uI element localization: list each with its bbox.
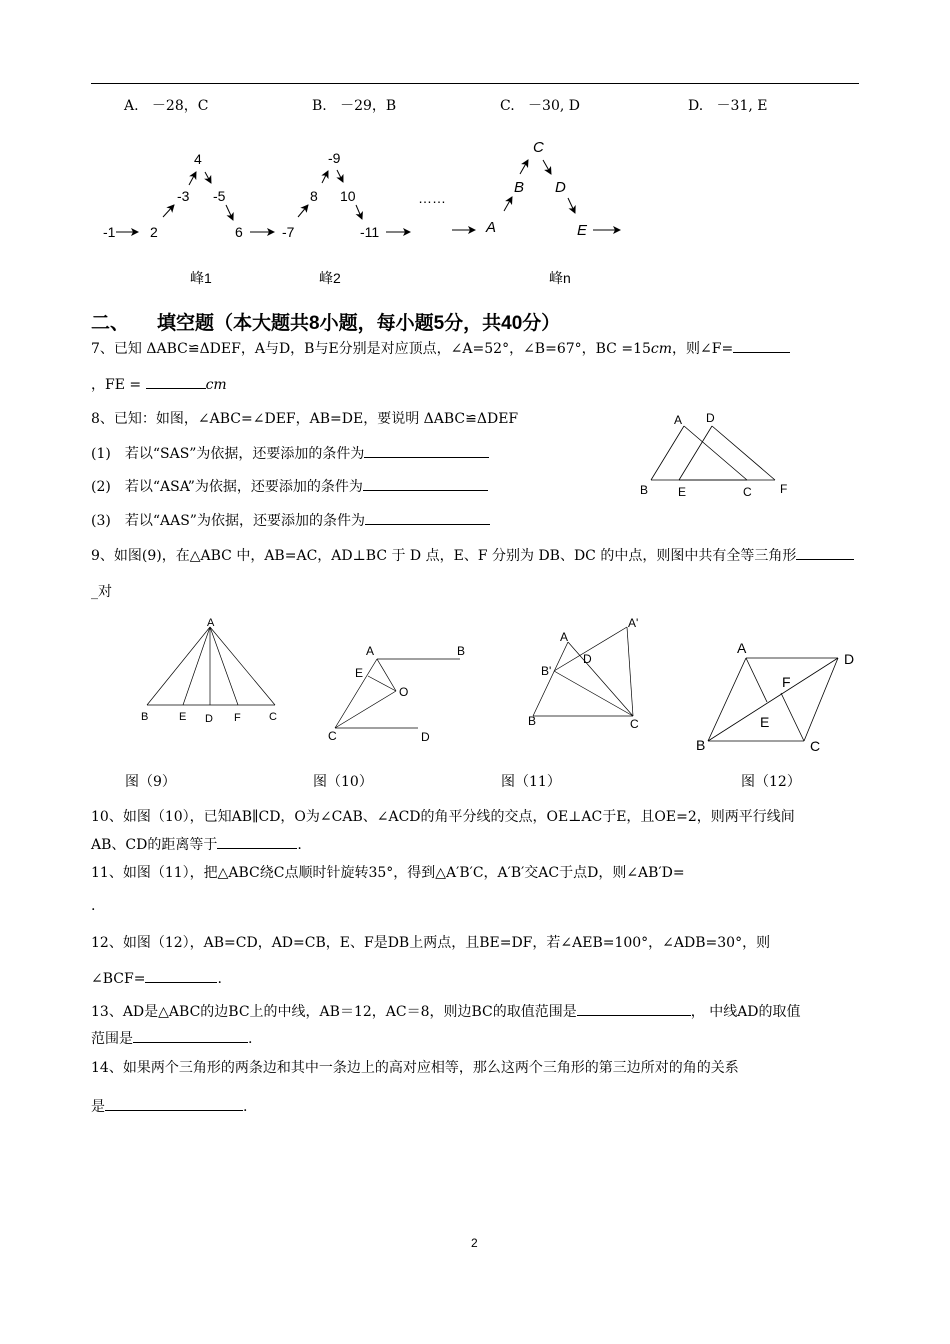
fig11-b-prime: B' (541, 664, 552, 678)
fig12-b: B (696, 737, 706, 753)
seq-n2-4: -11 (360, 224, 380, 240)
q8-item-3: (3) 若以“AAS”为依据，还要添加的条件为 (91, 510, 490, 530)
q8-figure (630, 405, 800, 500)
seq-dots: …… (418, 190, 446, 206)
q8-stem: 8、已知：如图，∠ABC=∠DEF，AB=DE，要说明 ΔABC≌ΔDEF (91, 411, 519, 427)
fig10-b: B (457, 644, 466, 658)
q13-line2: 范围是 . (91, 1028, 252, 1048)
seq-nn-2: C (533, 139, 544, 156)
choice-c: C. －30, D (500, 98, 580, 114)
page-number: 2 (471, 1236, 478, 1250)
q8-item-2: (2) 若以“ASA”为依据，还要添加的条件为 (91, 476, 488, 496)
figure-12 (690, 635, 865, 760)
seq-n1-4: -5 (213, 188, 226, 204)
q13-line1: 13、AD是△ABC的边BC上的中线，AB＝12，AC＝8，则边BC的取值范围是 ， 中线AD的取值 (91, 1001, 801, 1021)
seq-nn-4: E (577, 222, 588, 239)
fig12-c: C (810, 738, 821, 754)
seq-n2-1: 8 (310, 188, 318, 204)
fig12-e: E (760, 714, 770, 730)
q7-line1: 7、已知 ΔABC≌ΔDEF，A与D，B与E分别是对应顶点，∠A=52°，∠B=67°，BC =15cm，则∠F= (91, 338, 790, 358)
q7-line2: ，FE = cm (91, 374, 227, 394)
q7-blank-2[interactable] (146, 374, 206, 389)
seq-nn-0: A (486, 219, 497, 236)
peak-label-n: 峰n (549, 270, 571, 286)
choice-a: A. －28，C (124, 98, 209, 114)
q10-line2: AB、CD的距离等于 . (91, 834, 302, 854)
seq-n1-0: -1 (103, 224, 116, 240)
fig12-d: D (844, 651, 855, 667)
seq-nn-3: D (555, 179, 566, 196)
caption-fig10: 图（10） (313, 774, 373, 790)
q9-line2: _对 (91, 584, 112, 600)
fig9-e: E (179, 711, 187, 723)
q8-fig-d: D (706, 411, 715, 425)
q8-item-1: (1) 若以“SAS”为依据，还要添加的条件为 (91, 443, 489, 463)
q8-blank-2[interactable] (363, 476, 488, 491)
caption-fig12: 图（12） (741, 774, 801, 790)
fig12-f: F (782, 674, 791, 690)
caption-fig11: 图（11） (501, 774, 561, 790)
fig9-b: B (141, 711, 149, 723)
q8-blank-1[interactable] (364, 443, 489, 458)
q8-fig-a: A (674, 413, 683, 427)
seq-n1-1: 2 (150, 224, 158, 240)
fig10-d: D (421, 730, 430, 744)
seq-n2-3: 10 (340, 188, 356, 204)
fig11-a: A (560, 630, 569, 644)
peak-label-2: 峰2 (319, 270, 341, 286)
q7-blank-1[interactable] (733, 338, 790, 353)
fig10-e: E (355, 666, 364, 680)
q12-blank[interactable] (145, 968, 217, 983)
q9-line1: 9、如图(9)，在△ABC 中，AB=AC，AD⊥BC 于 D 点，E、F 分别为 DB、DC 的中点，则图中共有全等三角形 (91, 545, 854, 565)
fig9-d: D (205, 713, 213, 725)
q8-fig-c: C (743, 485, 752, 499)
q13-blank-1[interactable] (577, 1001, 691, 1016)
figure-9 (135, 615, 285, 730)
fig9-f: F (234, 712, 241, 724)
q11-line2: . (91, 898, 96, 914)
q14-line1: 14、如果两个三角形的两条边和其中一条边上的高对应相等，那么这两个三角形的第三边所对的角的关系 (91, 1060, 739, 1076)
q10-line1: 10、如图（10），已知AB∥CD，O为∠CAB、∠ACD的角平分线的交点，OE⊥AC于E，且OE=2，则两平行线间 (91, 809, 795, 825)
seq-nn-1: B (514, 179, 525, 196)
q8-fig-e: E (678, 485, 687, 499)
fig9-c: C (269, 711, 277, 723)
q13-blank-2[interactable] (133, 1028, 248, 1043)
fig10-o: O (399, 685, 409, 699)
fig9-a: A (207, 617, 215, 629)
q11-line1: 11、如图（11），把△ABC绕C点顺时针旋转35°，得到△A′B′C，A′B′交AC于点D，则∠AB′D= (91, 865, 685, 881)
seq-n1-5: 6 (235, 224, 243, 240)
fig10-c: C (328, 729, 337, 743)
choice-d: D. －31, E (688, 98, 768, 114)
peak-label-1: 峰1 (190, 270, 212, 286)
fig10-a: A (366, 644, 375, 658)
seq-n1-3: 4 (194, 151, 202, 167)
caption-fig9: 图（9） (125, 774, 176, 790)
q10-blank[interactable] (217, 834, 297, 849)
figure-11 (520, 612, 660, 737)
q14-line2: 是 . (91, 1096, 247, 1116)
fig12-a: A (737, 640, 747, 656)
seq-n1-2: -3 (177, 188, 190, 204)
fig11-b: B (528, 714, 537, 728)
section-heading: 二、 填空题（本大题共8小题，每小题5分，共40分） (91, 313, 561, 334)
fig11-d: D (583, 652, 592, 666)
fig11-a-prime: A' (628, 616, 639, 630)
q8-blank-3[interactable] (365, 510, 490, 525)
fig11-c: C (630, 717, 639, 731)
figure-10 (320, 640, 480, 750)
peak-diagram (90, 135, 650, 295)
top-rule (91, 83, 859, 84)
q8-fig-f: F (780, 482, 788, 496)
q9-blank[interactable] (796, 545, 854, 560)
q14-blank[interactable] (105, 1096, 243, 1111)
q12-line1: 12、如图（12），AB=CD，AD=CB，E、F是DB上两点，且BE=DF，若∠AEB=100°，∠ADB=30°，则 (91, 935, 771, 951)
seq-n2-0: -7 (282, 224, 295, 240)
seq-n2-2: -9 (328, 150, 341, 166)
q8-fig-b: B (640, 483, 649, 497)
q12-line2: ∠BCF= . (91, 968, 222, 987)
choice-b: B. －29，B (312, 98, 397, 114)
